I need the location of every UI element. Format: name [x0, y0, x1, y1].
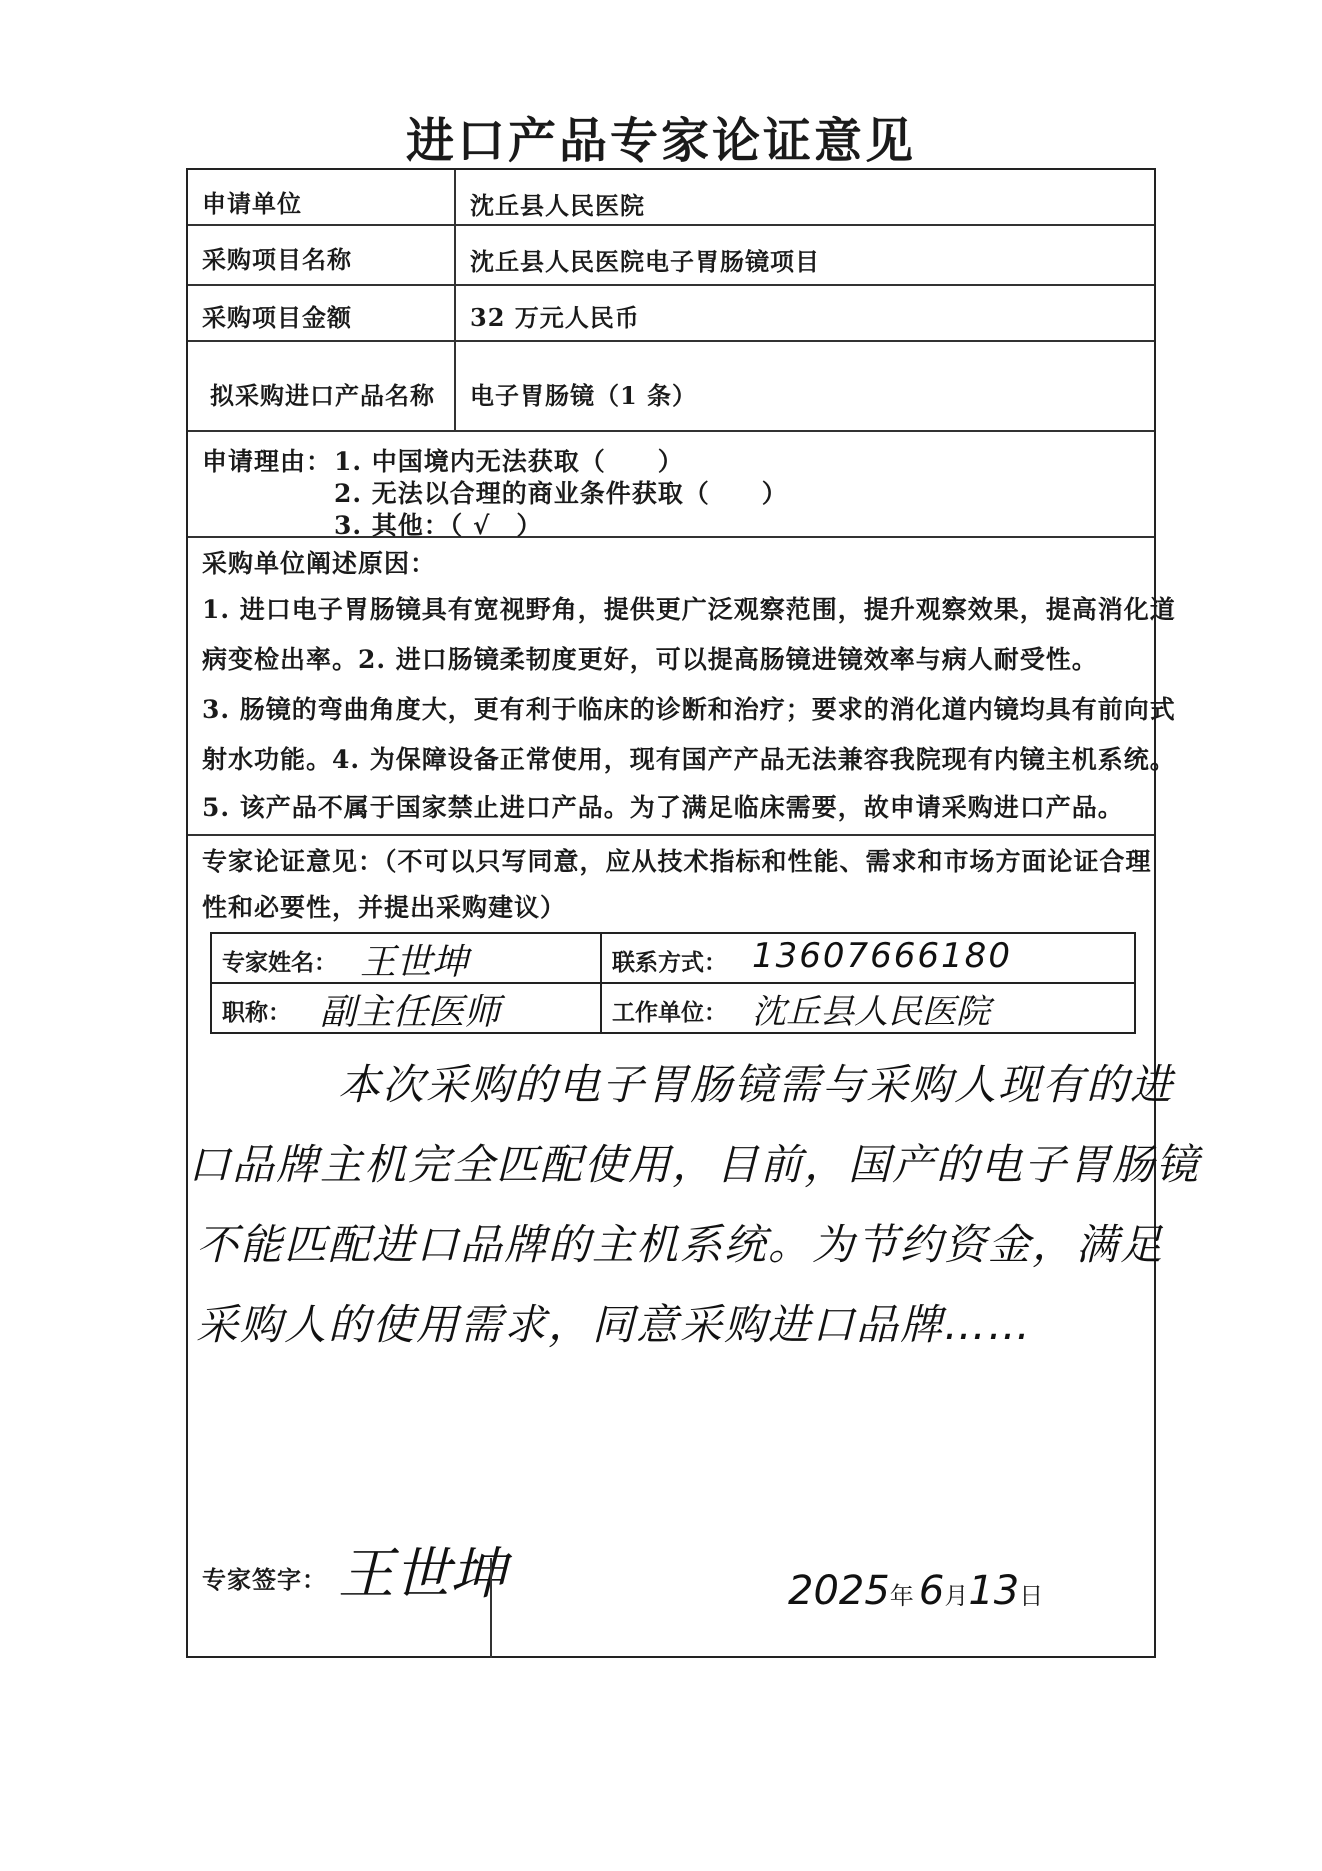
column-divider [454, 170, 456, 430]
row-divider [188, 284, 1154, 286]
reason-label: 申请理由： [202, 447, 333, 476]
workplace-label: 工作单位： [612, 1000, 727, 1026]
expert-opinion-label: 性和必要性，并提出采购建议） [202, 893, 567, 922]
field-value-project-amount: 32 万元人民币 [470, 303, 640, 332]
handwritten-opinion-line: 采购人的使用需求，同意采购进口品牌…… [196, 1300, 1033, 1349]
date-year: 2025 [788, 1568, 890, 1614]
field-value-project-name: 沈丘县人民医院电子胃肠镜项目 [470, 247, 820, 276]
expert-info-table [210, 932, 1136, 1034]
field-label-project-name: 采购项目名称 [202, 245, 352, 274]
row-divider [188, 430, 1154, 432]
document-title: 进口产品专家论证意见 [405, 113, 916, 169]
reason-option-2: 2. 无法以合理的商业条件获取（ ） [334, 479, 788, 508]
explanation-label: 采购单位阐述原因： [202, 549, 437, 578]
expert-opinion-label: 专家论证意见：（不可以只写同意，应从技术指标和性能、需求和市场方面论证合理 [202, 847, 1152, 876]
expert-name-label: 专家姓名： [222, 950, 337, 976]
field-label-applicant: 申请单位 [202, 189, 302, 218]
contact-handwritten: 13607666180 [752, 936, 1012, 976]
explanation-line: 病变检出率。2. 进口肠镜柔韧度更好，可以提高肠镜进镜效率与病人耐受性。 [202, 645, 1098, 674]
column-divider [600, 934, 602, 1032]
explanation-line: 1. 进口电子胃肠镜具有宽视野角，提供更广泛观察范围，提升观察效果，提高消化道 [202, 595, 1176, 624]
signature-stroke [490, 1558, 492, 1658]
reason-option-3: 3. 其他：（ √ ） [334, 511, 543, 540]
reason-option-1: 1. 中国境内无法获取（ ） [334, 447, 684, 476]
workplace-handwritten: 沈丘县人民医院 [752, 992, 990, 1032]
date-month-unit: 月 [944, 1582, 969, 1610]
expert-name-handwritten: 王世坤 [360, 942, 469, 983]
signature-label: 专家签字： [202, 1566, 327, 1594]
handwritten-opinion-line: 本次采购的电子胃肠镜需与采购人现有的进 [338, 1060, 1175, 1109]
handwritten-opinion-line: 不能匹配进口品牌的主机系统。为节约资金，满足 [196, 1220, 1165, 1269]
title-label: 职称： [222, 1000, 291, 1026]
form-table [186, 168, 1201, 1658]
row-divider [188, 224, 1154, 226]
row-divider [188, 340, 1154, 342]
date-day-unit: 日 [1019, 1582, 1044, 1610]
expert-signature: 王世坤 [338, 1542, 506, 1607]
field-value-product-name: 电子胃肠镜（1 条） [470, 381, 698, 410]
date-year-unit: 年 [889, 1582, 914, 1610]
field-label-product-name: 拟采购进口产品名称 [210, 381, 435, 410]
explanation-line: 3. 肠镜的弯曲角度大，更有利于临床的诊断和治疗；要求的消化道内镜均具有前向式 [202, 695, 1176, 724]
explanation-line: 射水功能。4. 为保障设备正常使用，现有国产产品无法兼容我院现有内镜主机系统。 [202, 745, 1176, 774]
signature-date [788, 1568, 1043, 1614]
date-day: 13 [968, 1568, 1020, 1614]
row-divider [188, 834, 1154, 836]
row-divider [188, 536, 1154, 538]
handwritten-opinion-line: 口品牌主机完全匹配使用，目前，国产的电子胃肠镜 [188, 1140, 1201, 1189]
field-label-project-amount: 采购项目金额 [202, 303, 352, 332]
date-month: 6 [918, 1568, 945, 1614]
field-value-applicant: 沈丘县人民医院 [470, 191, 645, 220]
contact-label: 联系方式： [612, 950, 727, 976]
explanation-line: 5. 该产品不属于国家禁止进口产品。为了满足临床需要，故申请采购进口产品。 [202, 793, 1124, 822]
title-handwritten: 副主任医师 [320, 992, 501, 1033]
